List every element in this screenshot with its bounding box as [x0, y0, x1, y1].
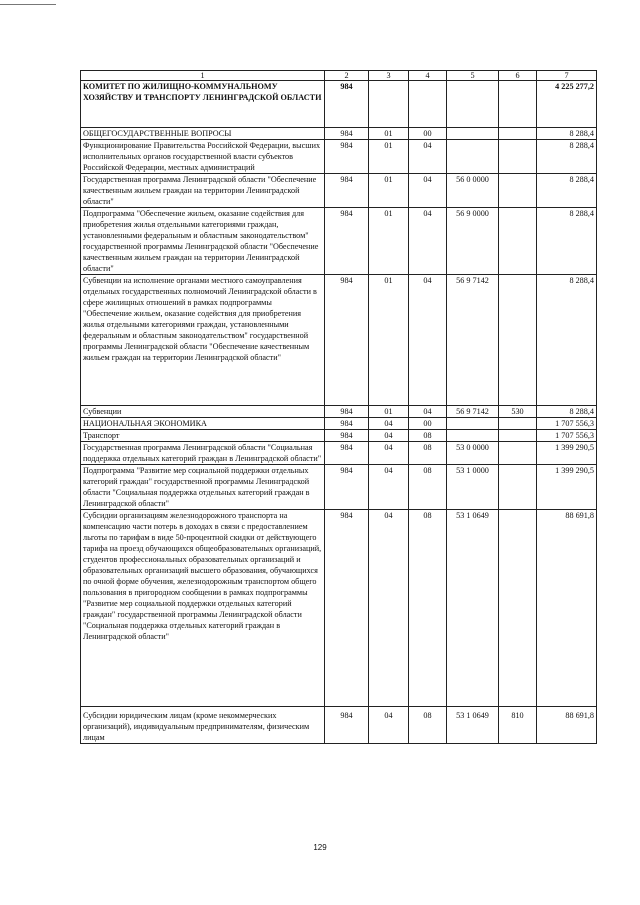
row-code-2: 984: [325, 128, 369, 140]
row-name: Субсидии юридическим лицам (кроме некоммерческих организаций), индивидуальным предпринимателям, физическим лицам: [81, 707, 325, 744]
column-header: 7: [537, 71, 597, 81]
row-code-3: 04: [369, 442, 409, 465]
column-header: 5: [447, 71, 499, 81]
row-amount: 1 399 290,5: [537, 442, 597, 465]
row-code-5: [447, 140, 499, 174]
row-code-6: [499, 128, 537, 140]
table-row: [81, 128, 597, 140]
row-code-3: 04: [369, 707, 409, 744]
row-amount: 8 288,4: [537, 140, 597, 174]
row-code-2: 984: [325, 442, 369, 465]
table-row: [81, 174, 597, 208]
row-name: КОМИТЕТ ПО ЖИЛИЩНО-КОММУНАЛЬНОМУ ХОЗЯЙСТВУ И ТРАНСПОРТУ ЛЕНИНГРАДСКОЙ ОБЛАСТИ: [81, 81, 325, 128]
column-header: 2: [325, 71, 369, 81]
row-name: Подпрограмма "Развитие мер социальной поддержки отдельных категорий граждан" государственной программы Ленинградской области "Социальная поддержка отдельных категорий граждан в Ленинградской области": [81, 465, 325, 510]
row-code-6: [499, 430, 537, 442]
row-amount: 8 288,4: [537, 275, 597, 406]
row-amount: 1 399 290,5: [537, 465, 597, 510]
row-code-4: 00: [409, 128, 447, 140]
row-amount: 1 707 556,3: [537, 418, 597, 430]
row-code-2: 984: [325, 465, 369, 510]
row-code-5: 56 0 0000: [447, 174, 499, 208]
row-code-4: 08: [409, 442, 447, 465]
row-code-5: 53 1 0649: [447, 707, 499, 744]
row-amount: 88 691,8: [537, 510, 597, 707]
row-name: Государственная программа Ленинградской области "Обеспечение качественным жильем граждан на территории Ленинградской области": [81, 174, 325, 208]
table-row: [81, 442, 597, 465]
row-code-4: 00: [409, 418, 447, 430]
row-name: Функционирование Правительства Российской Федерации, высших исполнительных органов государственной власти субъектов Российской Федерации, местных администраций: [81, 140, 325, 174]
row-code-4: 08: [409, 510, 447, 707]
row-amount: 8 288,4: [537, 174, 597, 208]
table-row: [81, 418, 597, 430]
table-row: [81, 81, 597, 128]
row-name: Подпрограмма "Обеспечение жильем, оказание содействия для приобретения жилья отдельными категориями граждан, установленными федеральным и областным законодательством" государственной программы Ленинградской области "Обеспечение качественным жильем граждан на территории Ленинградской области": [81, 208, 325, 275]
row-code-4: 04: [409, 406, 447, 418]
row-name: Государственная программа Ленинградской области "Социальная поддержка отдельных категорий граждан в Ленинградской области": [81, 442, 325, 465]
row-code-4: 08: [409, 465, 447, 510]
row-code-6: 530: [499, 406, 537, 418]
row-code-3: [369, 81, 409, 128]
row-code-3: 01: [369, 406, 409, 418]
row-code-5: [447, 128, 499, 140]
row-code-3: 04: [369, 510, 409, 707]
scan-artifact-line: [0, 4, 56, 5]
row-code-2: 984: [325, 510, 369, 707]
row-code-5: 56 9 0000: [447, 208, 499, 275]
row-name: Транспорт: [81, 430, 325, 442]
row-code-4: 04: [409, 208, 447, 275]
table-row: [81, 707, 597, 744]
row-code-2: 984: [325, 418, 369, 430]
row-code-3: 01: [369, 208, 409, 275]
row-code-6: [499, 174, 537, 208]
table-row: [81, 465, 597, 510]
row-code-3: 04: [369, 418, 409, 430]
row-code-6: [499, 418, 537, 430]
row-code-3: 04: [369, 430, 409, 442]
row-code-3: 01: [369, 128, 409, 140]
row-code-4: 08: [409, 430, 447, 442]
row-amount: 8 288,4: [537, 406, 597, 418]
table-row: [81, 140, 597, 174]
row-code-4: 04: [409, 174, 447, 208]
column-header: 3: [369, 71, 409, 81]
table-row: [81, 510, 597, 707]
row-code-2: 984: [325, 430, 369, 442]
row-code-2: 984: [325, 81, 369, 128]
table-row: [81, 430, 597, 442]
row-code-5: [447, 430, 499, 442]
row-code-2: 984: [325, 140, 369, 174]
row-code-5: 53 0 0000: [447, 442, 499, 465]
column-header: 6: [499, 71, 537, 81]
row-code-2: 984: [325, 174, 369, 208]
row-code-2: 984: [325, 275, 369, 406]
row-code-6: [499, 275, 537, 406]
column-number-row: [81, 71, 597, 81]
row-code-4: 04: [409, 140, 447, 174]
row-code-3: 01: [369, 275, 409, 406]
row-name: Субсидии организациям железнодорожного транспорта на компенсацию части потерь в доходах в связи с предоставлением льготы по тарифам в виде 50-процентной скидки от действующего тарифа на проезд обучающихся общеобразовательных организаций, студентов профессиональных образовательных организаций и образовательных организаций высшего образования, обучающихся по очной форме обучения, железнодорожным транспортом общего пользования в пригородном сообщении в рамках подпрограммы "Развитие мер социальной поддержки отдельных категорий граждан" государственной программы Ленинградской области "Социальная поддержка отдельных категорий граждан в Ленинградской области": [81, 510, 325, 707]
row-code-5: 56 9 7142: [447, 275, 499, 406]
row-code-6: [499, 81, 537, 128]
row-name: ОБЩЕГОСУДАРСТВЕННЫЕ ВОПРОСЫ: [81, 128, 325, 140]
column-header: 1: [81, 71, 325, 81]
row-code-5: 53 1 0000: [447, 465, 499, 510]
row-code-6: [499, 442, 537, 465]
row-code-5: [447, 418, 499, 430]
row-code-6: 810: [499, 707, 537, 744]
table-row: [81, 208, 597, 275]
row-code-5: 56 9 7142: [447, 406, 499, 418]
row-code-5: 53 1 0649: [447, 510, 499, 707]
row-code-2: 984: [325, 707, 369, 744]
row-code-6: [499, 208, 537, 275]
page-number: 129: [313, 843, 327, 852]
row-name: Субвенции на исполнение органами местного самоуправления отдельных государственных полномочий Ленинградской области в сфере жилищных отношений в рамках подпрограммы "Обеспечение жильем, оказание содействия для приобретения жилья отдельными категориями граждан, установленными федеральным и областным законодательством" государственной программы Ленинградской области "Обеспечение качественным жильем граждан на территории Ленинградской области": [81, 275, 325, 406]
row-code-6: [499, 140, 537, 174]
row-code-6: [499, 510, 537, 707]
row-code-3: 01: [369, 140, 409, 174]
row-code-2: 984: [325, 208, 369, 275]
row-amount: 88 691,8: [537, 707, 597, 744]
row-amount: 8 288,4: [537, 208, 597, 275]
row-code-4: 04: [409, 275, 447, 406]
row-name: НАЦИОНАЛЬНАЯ ЭКОНОМИКА: [81, 418, 325, 430]
row-amount: 1 707 556,3: [537, 430, 597, 442]
row-code-6: [499, 465, 537, 510]
budget-table: [80, 70, 597, 744]
row-name: Субвенции: [81, 406, 325, 418]
table-row: [81, 275, 597, 406]
row-code-3: 04: [369, 465, 409, 510]
row-code-3: 01: [369, 174, 409, 208]
row-code-4: [409, 81, 447, 128]
row-amount: 4 225 277,2: [537, 81, 597, 128]
row-code-2: 984: [325, 406, 369, 418]
table-row: [81, 406, 597, 418]
row-code-5: [447, 81, 499, 128]
row-code-4: 08: [409, 707, 447, 744]
column-header: 4: [409, 71, 447, 81]
row-amount: 8 288,4: [537, 128, 597, 140]
